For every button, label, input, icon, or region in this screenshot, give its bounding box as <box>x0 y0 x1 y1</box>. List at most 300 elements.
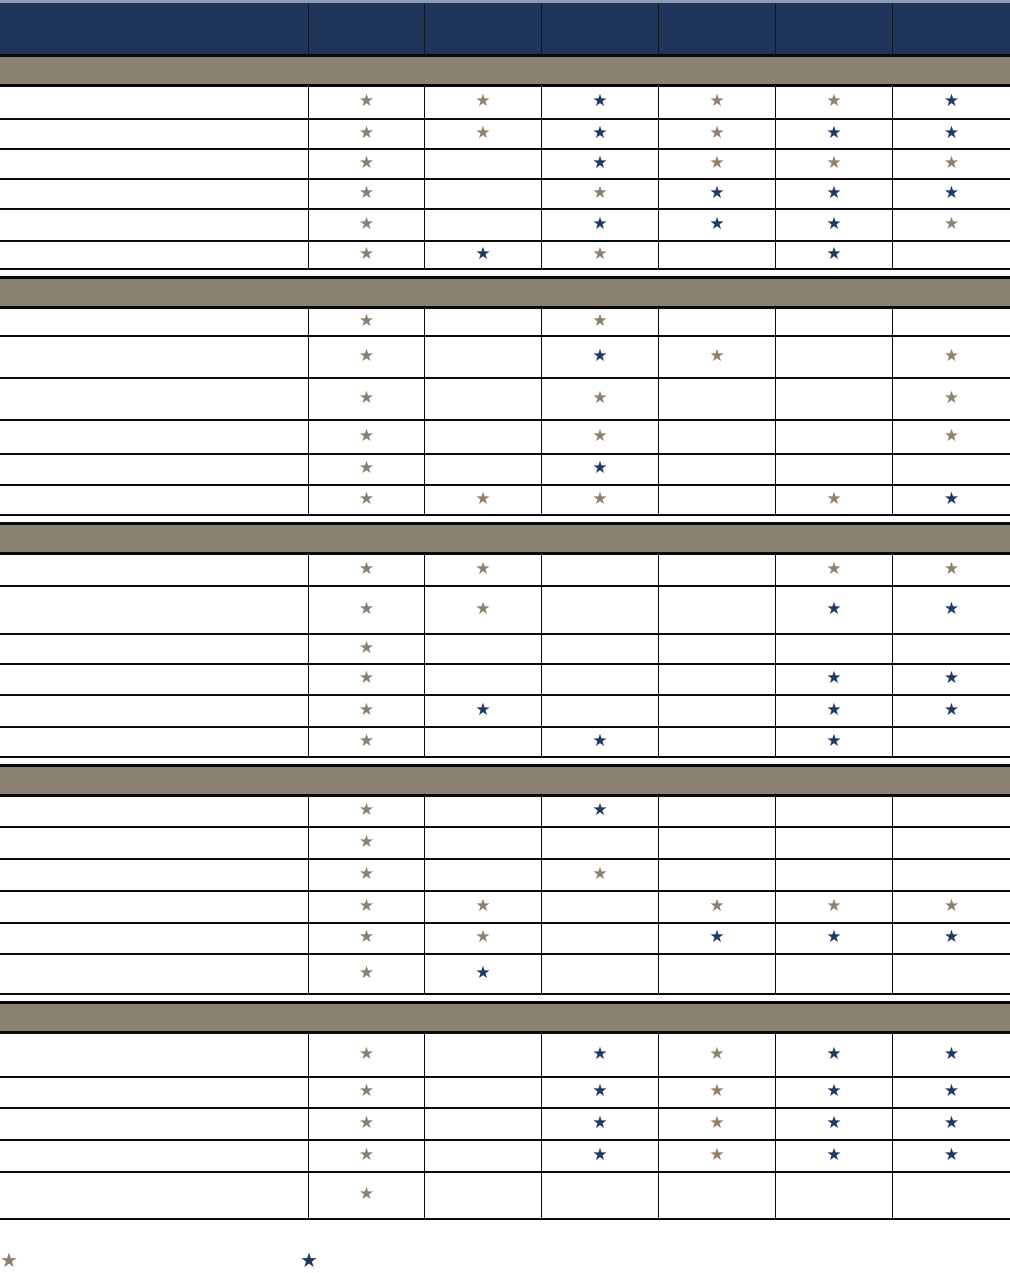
feature-label-cell <box>0 1034 308 1076</box>
tan-star-icon: ★ <box>475 488 491 509</box>
rating-cell <box>775 828 892 858</box>
tan-star-icon: ★ <box>358 962 375 983</box>
rating-cell <box>658 1078 775 1107</box>
rating-cell <box>308 180 424 208</box>
rating-cell <box>892 486 1010 514</box>
rating-cell <box>541 1034 658 1076</box>
rating-cell <box>541 309 658 335</box>
feature-row <box>0 665 1010 696</box>
tan-star-icon: ★ <box>475 122 491 143</box>
feature-label-cell <box>0 87 308 118</box>
rating-cell <box>541 1141 658 1171</box>
rating-cell <box>892 87 1010 118</box>
rating-cell <box>775 1034 892 1076</box>
tan-star-icon: ★ <box>826 558 842 579</box>
header-label-cell <box>0 3 308 54</box>
rating-cell <box>541 860 658 890</box>
rating-cell <box>658 150 775 178</box>
tan-star-icon: ★ <box>358 558 375 579</box>
navy-star-icon: ★ <box>592 1043 608 1064</box>
feature-row <box>0 1034 1010 1078</box>
tan-star-icon: ★ <box>358 598 375 619</box>
rating-cell <box>775 1173 892 1218</box>
rating-cell <box>424 1078 541 1107</box>
rating-cell <box>424 696 541 726</box>
feature-row <box>0 924 1010 955</box>
feature-label-cell <box>0 1109 308 1139</box>
rating-cell <box>658 379 775 419</box>
rating-cell <box>424 555 541 585</box>
rating-cell <box>308 696 424 726</box>
rating-cell <box>658 728 775 756</box>
tan-star-icon: ★ <box>358 831 375 852</box>
tan-star-icon: ★ <box>709 345 725 366</box>
navy-star-icon: ★ <box>943 122 960 143</box>
tan-star-icon: ★ <box>358 637 375 658</box>
table-body <box>0 57 1010 1220</box>
rating-cell <box>541 892 658 922</box>
feature-label-cell <box>0 180 308 208</box>
rating-cell <box>424 337 541 377</box>
section-header-bar <box>0 1001 1010 1034</box>
rating-cell <box>775 150 892 178</box>
rating-cell <box>658 696 775 726</box>
rating-cell <box>775 87 892 118</box>
rating-cell <box>892 665 1010 694</box>
rating-cell <box>658 1173 775 1218</box>
tan-star-icon: ★ <box>358 1112 375 1133</box>
rating-cell <box>308 892 424 922</box>
rating-cell <box>892 150 1010 178</box>
rating-cell <box>541 337 658 377</box>
navy-star-icon: ★ <box>592 345 608 366</box>
rating-cell <box>308 635 424 663</box>
rating-cell <box>658 210 775 240</box>
feature-row <box>0 587 1010 635</box>
tan-star-icon: ★ <box>358 1184 375 1204</box>
tan-star-icon: ★ <box>358 91 375 111</box>
rating-cell <box>424 309 541 335</box>
feature-label-cell <box>0 1141 308 1171</box>
navy-star-icon: ★ <box>592 213 608 234</box>
rating-cell <box>541 210 658 240</box>
feature-label-cell <box>0 421 308 453</box>
rating-cell <box>775 728 892 756</box>
rating-cell <box>424 635 541 663</box>
rating-cell <box>892 1109 1010 1139</box>
rating-cell <box>775 924 892 953</box>
rating-cell <box>308 860 424 890</box>
feature-row <box>0 486 1010 516</box>
rating-cell <box>541 421 658 453</box>
feature-row <box>0 150 1010 180</box>
feature-row <box>0 1078 1010 1109</box>
rating-cell <box>775 1141 892 1171</box>
rating-cell <box>308 120 424 148</box>
feature-row <box>0 120 1010 150</box>
feature-row <box>0 87 1010 120</box>
navy-star-icon: ★ <box>943 1112 960 1133</box>
rating-cell <box>424 797 541 826</box>
rating-cell <box>308 1173 424 1218</box>
tan-star-icon: ★ <box>358 152 375 173</box>
navy-star-icon: ★ <box>826 1043 842 1064</box>
feature-label-cell <box>0 309 308 335</box>
header-cell-col3 <box>541 3 658 54</box>
feature-row <box>0 892 1010 924</box>
navy-star-icon: ★ <box>709 927 725 947</box>
rating-cell <box>424 1109 541 1139</box>
tan-star-icon: ★ <box>709 1112 725 1133</box>
navy-star-icon: ★ <box>943 1043 960 1064</box>
rating-cell <box>541 120 658 148</box>
tan-star-icon: ★ <box>592 863 608 884</box>
rating-cell <box>541 1173 658 1218</box>
rating-cell <box>658 892 775 922</box>
feature-row <box>0 210 1010 242</box>
rating-cell <box>658 486 775 514</box>
tan-star-icon: ★ <box>943 425 960 446</box>
section-header-bar <box>0 276 1010 309</box>
rating-cell <box>541 665 658 694</box>
rating-cell <box>541 180 658 208</box>
navy-star-icon: ★ <box>592 800 608 820</box>
tan-star-icon: ★ <box>475 558 491 579</box>
rating-cell <box>775 455 892 484</box>
feature-row <box>0 955 1010 995</box>
rating-cell <box>424 180 541 208</box>
feature-label-cell <box>0 828 308 858</box>
rating-cell <box>658 337 775 377</box>
tan-star-icon: ★ <box>592 387 608 408</box>
rating-cell <box>775 210 892 240</box>
tan-star-icon: ★ <box>358 730 375 751</box>
navy-star-icon: ★ <box>592 1112 608 1133</box>
rating-cell <box>658 860 775 890</box>
rating-cell <box>892 455 1010 484</box>
rating-cell <box>308 337 424 377</box>
tan-star-icon: ★ <box>943 387 960 408</box>
rating-cell <box>424 892 541 922</box>
rating-cell <box>658 555 775 585</box>
rating-cell <box>424 1173 541 1218</box>
feature-row <box>0 1141 1010 1173</box>
navy-star-icon: ★ <box>826 182 842 203</box>
rating-cell <box>892 210 1010 240</box>
rating-cell <box>658 797 775 826</box>
rating-cell <box>775 180 892 208</box>
rating-cell <box>658 955 775 993</box>
navy-star-icon: ★ <box>826 1144 842 1165</box>
rating-cell <box>775 1078 892 1107</box>
navy-star-icon: ★ <box>826 243 842 264</box>
feature-row <box>0 1173 1010 1220</box>
rating-cell <box>892 242 1010 268</box>
rating-cell <box>658 120 775 148</box>
feature-row <box>0 242 1010 270</box>
rating-cell <box>424 860 541 890</box>
feature-row <box>0 379 1010 421</box>
navy-star-icon: ★ <box>943 488 960 509</box>
navy-star-icon: ★ <box>592 458 608 478</box>
rating-cell <box>658 180 775 208</box>
header-cell-col1 <box>308 3 424 54</box>
rating-cell <box>775 379 892 419</box>
rating-cell <box>541 828 658 858</box>
rating-cell <box>424 421 541 453</box>
navy-star-icon: ★ <box>709 213 725 234</box>
navy-star-icon: ★ <box>826 213 842 234</box>
rating-cell <box>308 1141 424 1171</box>
rating-cell <box>308 828 424 858</box>
navy-star-icon: ★ <box>592 730 608 751</box>
navy-star-icon: ★ <box>826 1112 842 1133</box>
feature-row <box>0 1109 1010 1141</box>
rating-cell <box>892 1141 1010 1171</box>
rating-cell <box>424 150 541 178</box>
rating-cell <box>775 860 892 890</box>
navy-star-icon: ★ <box>475 962 491 983</box>
rating-cell <box>658 455 775 484</box>
feature-label-cell <box>0 696 308 726</box>
rating-cell <box>541 555 658 585</box>
navy-star-icon: ★ <box>475 699 491 720</box>
header-cell-col5 <box>775 3 892 54</box>
rating-cell <box>775 635 892 663</box>
navy-star-icon: ★ <box>592 122 608 143</box>
navy-star-icon: ★ <box>943 1081 960 1101</box>
legend-navy-star-icon: ★ <box>300 1248 318 1272</box>
rating-cell <box>892 120 1010 148</box>
rating-cell <box>308 379 424 419</box>
navy-star-icon: ★ <box>826 668 842 688</box>
tan-star-icon: ★ <box>358 927 375 947</box>
rating-cell <box>658 309 775 335</box>
tan-star-icon: ★ <box>592 182 608 203</box>
navy-star-icon: ★ <box>709 182 725 203</box>
rating-cell <box>424 455 541 484</box>
feature-row <box>0 455 1010 486</box>
feature-label-cell <box>0 379 308 419</box>
rating-cell <box>308 1034 424 1076</box>
rating-cell <box>541 150 658 178</box>
rating-cell <box>892 892 1010 922</box>
rating-cell <box>308 150 424 178</box>
navy-star-icon: ★ <box>943 182 960 203</box>
rating-cell <box>541 955 658 993</box>
feature-label-cell <box>0 1078 308 1107</box>
navy-star-icon: ★ <box>826 598 842 619</box>
rating-cell <box>892 1173 1010 1218</box>
tan-star-icon: ★ <box>709 1144 725 1165</box>
tan-star-icon: ★ <box>475 598 491 619</box>
rating-cell <box>308 728 424 756</box>
rating-cell <box>658 1141 775 1171</box>
legend-tan-star-icon: ★ <box>0 1248 18 1272</box>
rating-cell <box>308 555 424 585</box>
feature-label-cell <box>0 455 308 484</box>
tan-star-icon: ★ <box>475 927 491 947</box>
rating-cell <box>424 665 541 694</box>
tan-star-icon: ★ <box>358 668 375 688</box>
navy-star-icon: ★ <box>592 1144 608 1165</box>
rating-cell <box>541 455 658 484</box>
feature-label-cell <box>0 120 308 148</box>
rating-cell <box>775 337 892 377</box>
feature-label-cell <box>0 1173 308 1218</box>
tan-star-icon: ★ <box>943 152 960 173</box>
rating-cell <box>658 635 775 663</box>
rating-cell <box>892 309 1010 335</box>
rating-cell <box>424 1034 541 1076</box>
rating-cell <box>424 242 541 268</box>
section-header-bar <box>0 57 1010 87</box>
rating-cell <box>541 379 658 419</box>
rating-cell <box>775 421 892 453</box>
tan-star-icon: ★ <box>358 1043 375 1064</box>
tan-star-icon: ★ <box>592 488 608 509</box>
rating-cell <box>892 555 1010 585</box>
feature-label-cell <box>0 955 308 993</box>
rating-cell <box>658 421 775 453</box>
rating-cell <box>308 587 424 633</box>
rating-cell <box>775 665 892 694</box>
rating-cell <box>424 1141 541 1171</box>
rating-cell <box>775 587 892 633</box>
rating-cell <box>541 486 658 514</box>
tan-star-icon: ★ <box>475 91 491 111</box>
rating-cell <box>892 828 1010 858</box>
navy-star-icon: ★ <box>826 730 842 751</box>
feature-label-cell <box>0 150 308 178</box>
navy-star-icon: ★ <box>943 668 960 688</box>
rating-cell <box>775 486 892 514</box>
rating-cell <box>541 924 658 953</box>
rating-cell <box>658 924 775 953</box>
rating-cell <box>424 210 541 240</box>
rating-cell <box>424 728 541 756</box>
tan-star-icon: ★ <box>358 182 375 203</box>
navy-star-icon: ★ <box>943 598 960 619</box>
rating-cell <box>424 379 541 419</box>
rating-cell <box>892 696 1010 726</box>
rating-cell <box>892 955 1010 993</box>
feature-label-cell <box>0 210 308 240</box>
tan-star-icon: ★ <box>475 895 491 916</box>
header-cell-col2 <box>424 3 541 54</box>
rating-cell <box>308 421 424 453</box>
rating-cell <box>308 210 424 240</box>
tan-star-icon: ★ <box>358 699 375 720</box>
rating-cell <box>892 728 1010 756</box>
tan-star-icon: ★ <box>358 425 375 446</box>
rating-cell <box>775 1109 892 1139</box>
rating-cell <box>424 120 541 148</box>
rating-cell <box>775 120 892 148</box>
header-cell-col6 <box>892 3 1010 54</box>
section-header-bar <box>0 522 1010 555</box>
rating-cell <box>308 665 424 694</box>
navy-star-icon: ★ <box>943 1144 960 1165</box>
feature-label-cell <box>0 486 308 514</box>
rating-cell <box>658 242 775 268</box>
tan-star-icon: ★ <box>826 895 842 916</box>
feature-row <box>0 728 1010 758</box>
tan-star-icon: ★ <box>943 345 960 366</box>
tan-star-icon: ★ <box>358 895 375 916</box>
tan-star-icon: ★ <box>709 1081 725 1101</box>
rating-cell <box>892 1078 1010 1107</box>
rating-cell <box>541 1109 658 1139</box>
feature-row <box>0 337 1010 379</box>
rating-cell <box>775 555 892 585</box>
rating-cell <box>541 242 658 268</box>
feature-row <box>0 828 1010 860</box>
rating-cell <box>308 486 424 514</box>
tan-star-icon: ★ <box>358 863 375 884</box>
tan-star-icon: ★ <box>826 91 842 111</box>
tan-star-icon: ★ <box>943 895 960 916</box>
tan-star-icon: ★ <box>709 152 725 173</box>
tan-star-icon: ★ <box>826 152 842 173</box>
rating-cell <box>541 87 658 118</box>
rating-cell <box>308 455 424 484</box>
rating-cell <box>775 696 892 726</box>
feature-label-cell <box>0 587 308 633</box>
feature-label-cell <box>0 635 308 663</box>
rating-cell <box>892 379 1010 419</box>
navy-star-icon: ★ <box>943 699 960 720</box>
rating-cell <box>541 1078 658 1107</box>
tan-star-icon: ★ <box>358 310 375 331</box>
rating-cell <box>892 180 1010 208</box>
rating-cell <box>541 728 658 756</box>
rating-cell <box>892 587 1010 633</box>
tan-star-icon: ★ <box>592 425 608 446</box>
rating-cell <box>541 587 658 633</box>
feature-label-cell <box>0 555 308 585</box>
rating-cell <box>775 242 892 268</box>
rating-cell <box>775 309 892 335</box>
feature-label-cell <box>0 665 308 694</box>
rating-cell <box>775 797 892 826</box>
tan-star-icon: ★ <box>358 345 375 366</box>
tan-star-icon: ★ <box>358 458 375 478</box>
tan-star-icon: ★ <box>826 488 842 509</box>
rating-cell <box>658 828 775 858</box>
navy-star-icon: ★ <box>943 927 960 947</box>
rating-cell <box>308 1078 424 1107</box>
rating-cell <box>658 1109 775 1139</box>
tan-star-icon: ★ <box>358 387 375 408</box>
rating-cell <box>775 892 892 922</box>
rating-cell <box>424 486 541 514</box>
tan-star-icon: ★ <box>943 213 960 234</box>
rating-cell <box>892 421 1010 453</box>
rating-cell <box>892 797 1010 826</box>
feature-label-cell <box>0 242 308 268</box>
tan-star-icon: ★ <box>358 1081 375 1101</box>
feature-row <box>0 309 1010 337</box>
rating-cell <box>541 797 658 826</box>
navy-star-icon: ★ <box>592 91 608 111</box>
legend <box>0 1250 1010 1272</box>
feature-row <box>0 797 1010 828</box>
header-cell-col4 <box>658 3 775 54</box>
navy-star-icon: ★ <box>826 1081 842 1101</box>
feature-row <box>0 696 1010 728</box>
rating-cell <box>541 635 658 663</box>
